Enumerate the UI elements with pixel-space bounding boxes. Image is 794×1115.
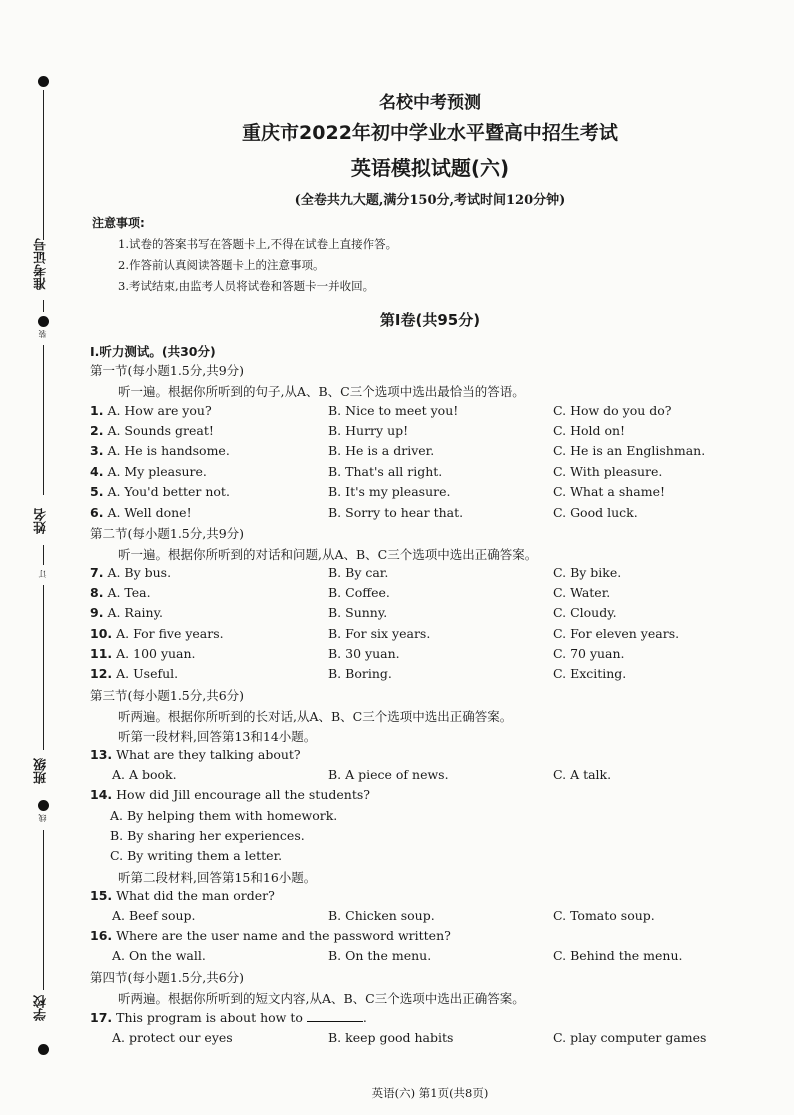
option-c: C. With pleasure. <box>553 464 663 479</box>
option-c: C. Hold on! <box>553 423 626 438</box>
question-row <box>90 646 790 666</box>
section-instruction: 听一遍。根据你所听到的句子,从A、B、C三个选项中选出最恰当的答语。 <box>118 384 525 399</box>
option-b: B. It's my pleasure. <box>328 484 451 499</box>
option-a: 7. A. By bus. <box>90 565 172 580</box>
question-row <box>90 464 790 484</box>
part-title: Ⅰ.听力测试。(共30分) <box>90 344 216 359</box>
option-a: A. Beef soup. <box>112 908 196 923</box>
margin-label-exam-id: 准考证号 <box>34 238 49 290</box>
margin-mark-xian: 线 <box>38 814 47 822</box>
question-stem: 15. What did the man order? <box>90 888 275 903</box>
option-a: 5. A. You'd better not. <box>90 484 230 499</box>
option-b: B. For six years. <box>328 626 431 641</box>
option-a: 10. A. For five years. <box>90 626 224 641</box>
answer-blank <box>307 1009 363 1022</box>
option-a: 9. A. Rainy. <box>90 605 163 620</box>
option-b: B. On the menu. <box>328 948 432 963</box>
margin-mark-zhuang: 装 <box>38 330 47 338</box>
question-row <box>90 443 790 463</box>
question-row <box>90 666 790 686</box>
binding-dot <box>38 76 49 87</box>
option-c: C. By writing them a letter. <box>110 848 283 863</box>
option-b: B. By sharing her experiences. <box>110 828 305 843</box>
option-a: A. By helping them with homework. <box>110 808 338 823</box>
option-c: C. Good luck. <box>553 505 638 520</box>
question-row <box>90 505 790 525</box>
binding-dot <box>38 800 49 811</box>
option-a: A. A book. <box>112 767 177 782</box>
question-options <box>90 1030 790 1050</box>
section-head: 第四节(每小题1.5分,共6分) <box>90 970 245 985</box>
margin-line <box>43 585 44 750</box>
section-instruction: 听一遍。根据你所听到的对话和问题,从A、B、C三个选项中选出正确答案。 <box>118 547 538 562</box>
section-head: 第二节(每小题1.5分,共9分) <box>90 526 245 541</box>
question-options <box>90 948 790 968</box>
margin-line <box>43 545 44 565</box>
question-options <box>90 908 790 928</box>
option-a: 8. A. Tea. <box>90 585 151 600</box>
option-a: 3. A. He is handsome. <box>90 443 230 458</box>
section-head: 第三节(每小题1.5分,共6分) <box>90 688 245 703</box>
option-c: C. What a shame! <box>553 484 666 499</box>
section-head: 第一节(每小题1.5分,共9分) <box>90 363 245 378</box>
option-b: B. That's all right. <box>328 464 443 479</box>
margin-line <box>43 300 44 312</box>
margin-label-school: 学校 <box>34 995 49 1021</box>
option-b: B. Chicken soup. <box>328 908 435 923</box>
question-stem: 16. Where are the user name and the password written? <box>90 928 451 943</box>
margin-line <box>43 345 44 495</box>
margin-mark-ding: 订 <box>38 570 47 578</box>
question-stem: 13. What are they talking about? <box>90 747 301 762</box>
question-row <box>90 585 790 605</box>
question-stem: 17. This program is about how to . <box>90 1010 367 1025</box>
exam-name: 重庆市2022年初中学业水平暨高中招生考试 <box>242 122 618 144</box>
page-footer: 英语(六) 第1页(共8页) <box>371 1086 489 1100</box>
option-b: B. Hurry up! <box>328 423 409 438</box>
exam-subtitle: 名校中考预测 <box>379 93 481 113</box>
binding-dot <box>38 1044 49 1055</box>
option-a: 6. A. Well done! <box>90 505 192 520</box>
option-c: C. play computer games <box>553 1030 707 1045</box>
option-a: 2. A. Sounds great! <box>90 423 214 438</box>
margin-line <box>43 830 44 990</box>
option-c: C. A talk. <box>553 767 612 782</box>
note-item: 3.考试结束,由监考人员将试卷和答题卡一并收回。 <box>118 279 375 293</box>
option-a: A. protect our eyes <box>112 1030 233 1045</box>
section-instruction: 听两遍。根据你所听到的长对话,从A、B、C三个选项中选出正确答案。 <box>118 709 513 724</box>
notes-title: 注意事项: <box>92 216 145 230</box>
option-c: C. Behind the menu. <box>553 948 683 963</box>
option-a: 4. A. My pleasure. <box>90 464 207 479</box>
option-b: B. Nice to meet you! <box>328 403 459 418</box>
option-c: C. For eleven years. <box>553 626 680 641</box>
option-b: B. keep good habits <box>328 1030 454 1045</box>
question-row <box>90 403 790 423</box>
option-b: B. Boring. <box>328 666 392 681</box>
option-b: B. He is a driver. <box>328 443 435 458</box>
option-c: C. Water. <box>553 585 611 600</box>
exam-info: (全卷共九大题,满分150分,考试时间120分钟) <box>294 193 566 208</box>
option-b: B. Sunny. <box>328 605 388 620</box>
question-row <box>90 423 790 443</box>
section-instruction: 听两遍。根据你所听到的短文内容,从A、B、C三个选项中选出正确答案。 <box>118 991 525 1006</box>
option-b: B. Coffee. <box>328 585 390 600</box>
margin-label-class: 班级 <box>34 758 49 784</box>
question-row <box>90 484 790 504</box>
option-c: C. 70 yuan. <box>553 646 625 661</box>
option-a: 11. A. 100 yuan. <box>90 646 196 661</box>
note-item: 1.试卷的答案书写在答题卡上,不得在试卷上直接作答。 <box>118 237 398 251</box>
option-a: A. On the wall. <box>112 948 206 963</box>
option-c: C. How do you do? <box>553 403 672 418</box>
option-c: C. Cloudy. <box>553 605 617 620</box>
margin-line <box>43 90 44 240</box>
question-row <box>90 626 790 646</box>
option-c: C. He is an Englishman. <box>553 443 706 458</box>
margin-label-name: 姓名 <box>34 508 49 534</box>
question-stem: 14. How did Jill encourage all the students? <box>90 787 370 802</box>
option-c: C. By bike. <box>553 565 622 580</box>
option-a: 12. A. Useful. <box>90 666 179 681</box>
option-b: B. Sorry to hear that. <box>328 505 464 520</box>
question-row <box>90 605 790 625</box>
option-b: B. By car. <box>328 565 389 580</box>
option-a: 1. A. How are you? <box>90 403 212 418</box>
note-item: 2.作答前认真阅读答题卡上的注意事项。 <box>118 258 325 272</box>
option-c: C. Tomato soup. <box>553 908 655 923</box>
option-b: B. A piece of news. <box>328 767 449 782</box>
binding-dot <box>38 316 49 327</box>
question-row <box>90 565 790 585</box>
material-note: 听第一段材料,回答第13和14小题。 <box>118 729 317 744</box>
material-note: 听第二段材料,回答第15和16小题。 <box>118 870 317 885</box>
option-c: C. Exciting. <box>553 666 627 681</box>
option-b: B. 30 yuan. <box>328 646 400 661</box>
exam-title: 英语模拟试题(六) <box>350 156 510 180</box>
volume-title: 第Ⅰ卷(共95分) <box>379 311 481 329</box>
question-options <box>90 767 790 787</box>
